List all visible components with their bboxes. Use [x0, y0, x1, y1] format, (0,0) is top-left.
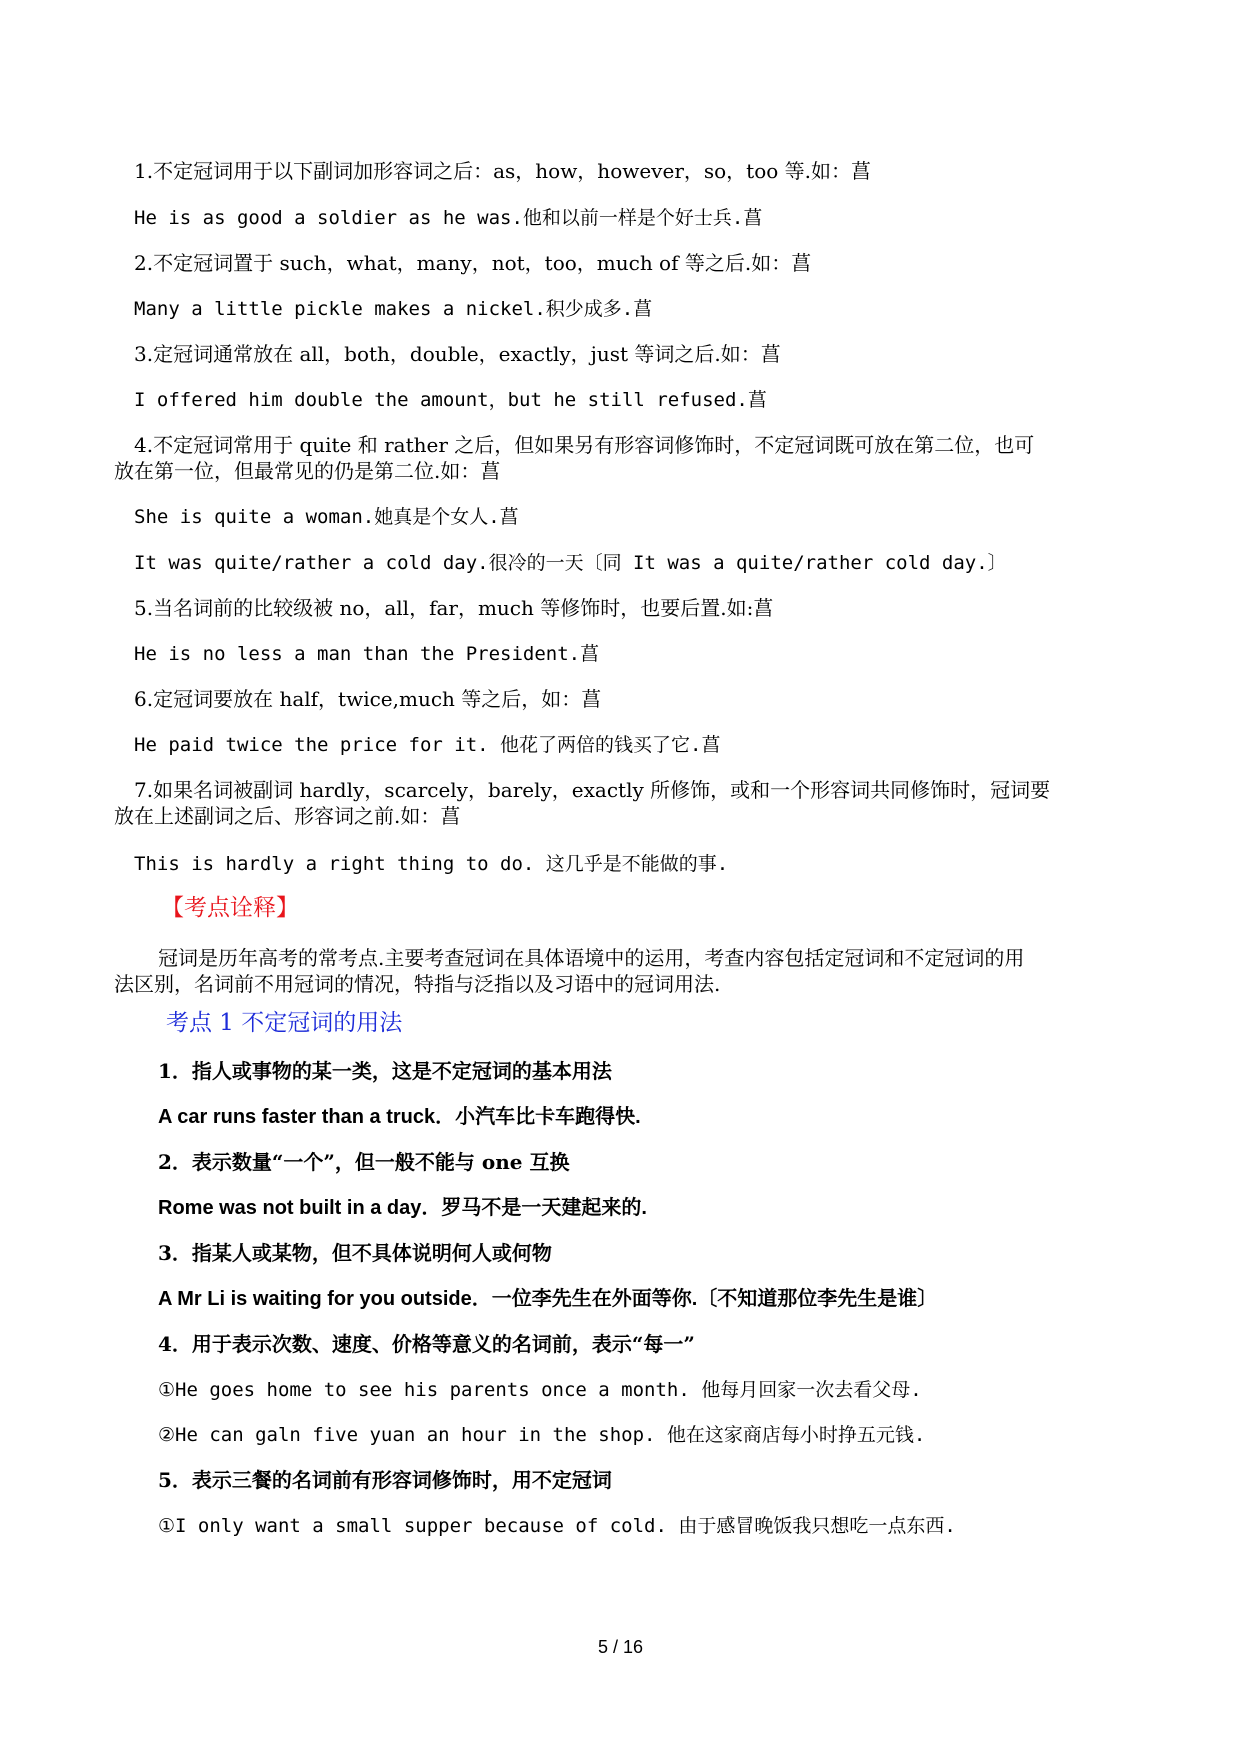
section-paragraph-line1: 冠词是历年高考的常考点.主要考查冠词在具体语境中的运用，考查内容包括定冠词和不定冠词的用	[158, 946, 1025, 970]
mark-glyph: 菖	[753, 596, 774, 620]
mark-glyph: 菖	[791, 251, 812, 275]
point-2: 2．表示数量“一个”，但一般不能与 one 互换	[158, 1150, 570, 1174]
mark-glyph: 菖	[743, 207, 763, 229]
mark-glyph: 菖	[760, 342, 781, 366]
section-heading: 【考点诠释】	[161, 895, 299, 921]
mark-glyph: 菖	[581, 687, 602, 711]
point-5-example: ①I only want a small supper because of cold. 由于感冒晚饭我只想吃一点东西.	[158, 1515, 956, 1537]
section-paragraph-line2: 法区别，名词前不用冠词的情况，特指与泛指以及习语中的冠词用法.	[114, 972, 721, 996]
example-7: This is hardly a right thing to do. 这几乎是不能做的事.	[134, 853, 729, 875]
point-1: 1．指人或事物的某一类，这是不定冠词的基本用法	[158, 1059, 612, 1083]
mark-glyph: 菖	[851, 159, 872, 183]
example-4b: It was quite/rather a cold day.很冷的一天〔同 It was a quite/rather cold day.〕	[134, 552, 1007, 574]
kaodian-heading: 考点 1 不定冠词的用法	[166, 1010, 403, 1036]
point-4-example-b: ②He can galn five yuan an hour in the shop. 他在这家商店每小时挣五元钱.	[158, 1424, 926, 1446]
rule-3: 3.定冠词通常放在 all，both，double，exactly，just 等词之后.如：菖	[134, 342, 781, 366]
example-3: I offered him double the amount，but he still refused.菖	[134, 389, 767, 411]
point-4: 4．用于表示次数、速度、价格等意义的名词前，表示“每一”	[158, 1332, 695, 1356]
mark-glyph: 菖	[499, 506, 519, 528]
example-2: Many a little pickle makes a nickel.积少成多.菖	[134, 298, 653, 320]
point-3-example: A Mr Li is waiting for you outside．一位李先生在外面等你.〔不知道那位李先生是谁〕	[158, 1288, 938, 1310]
rule-7-line1: 7.如果名词被副词 hardly，scarcely，barely，exactly 所修饰，或和一个形容词共同修饰时，冠词要	[134, 778, 1051, 802]
point-1-example: A car runs faster than a truck．小汽车比卡车跑得快.	[158, 1106, 641, 1128]
rule-5: 5.当名词前的比较级被 no，all，far，much 等修饰时，也要后置.如:菖	[134, 596, 774, 620]
point-5: 5．表示三餐的名词前有形容词修饰时，用不定冠词	[158, 1468, 612, 1492]
example-4a: She is quite a woman.她真是个女人.菖	[134, 506, 519, 528]
example-1: He is as good a soldier as he was.他和以前一样是个好士兵.菖	[134, 207, 763, 229]
mark-glyph: 菖	[701, 734, 721, 756]
rule-4-line2: 放在第一位，但最常见的仍是第二位.如：菖	[114, 459, 501, 483]
example-6: He paid twice the price for it. 他花了两倍的钱买了它.菖	[134, 734, 721, 756]
mark-glyph: 菖	[580, 643, 600, 665]
mark-glyph: 菖	[480, 459, 501, 483]
mark-glyph: 菖	[440, 804, 461, 828]
rule-1: 1.不定冠词用于以下副词加形容词之后：as，how，however，so，too 等.如：菖	[134, 159, 872, 183]
rule-6: 6.定冠词要放在 half，twice,much 等之后，如：菖	[134, 687, 602, 711]
example-5: He is no less a man than the President.菖	[134, 643, 600, 665]
rule-4-line1: 4.不定冠词常用于 quite 和 rather 之后，但如果另有形容词修饰时，不定冠词既可放在第二位，也可	[134, 433, 1035, 457]
rule-2: 2.不定冠词置于 such，what，many，not，too，much of 等之后.如：菖	[134, 251, 812, 275]
point-3: 3．指某人或某物，但不具体说明何人或何物	[158, 1241, 552, 1265]
page-number: 5 / 16	[597, 1637, 644, 1657]
mark-glyph: 菖	[747, 389, 767, 411]
rule-7-line2: 放在上述副词之后、形容词之前.如：菖	[114, 804, 461, 828]
point-2-example: Rome was not built in a day．罗马不是一天建起来的.	[158, 1197, 647, 1219]
point-4-example-a: ①He goes home to see his parents once a month. 他每月回家一次去看父母.	[158, 1379, 922, 1401]
mark-glyph: 菖	[633, 298, 653, 320]
